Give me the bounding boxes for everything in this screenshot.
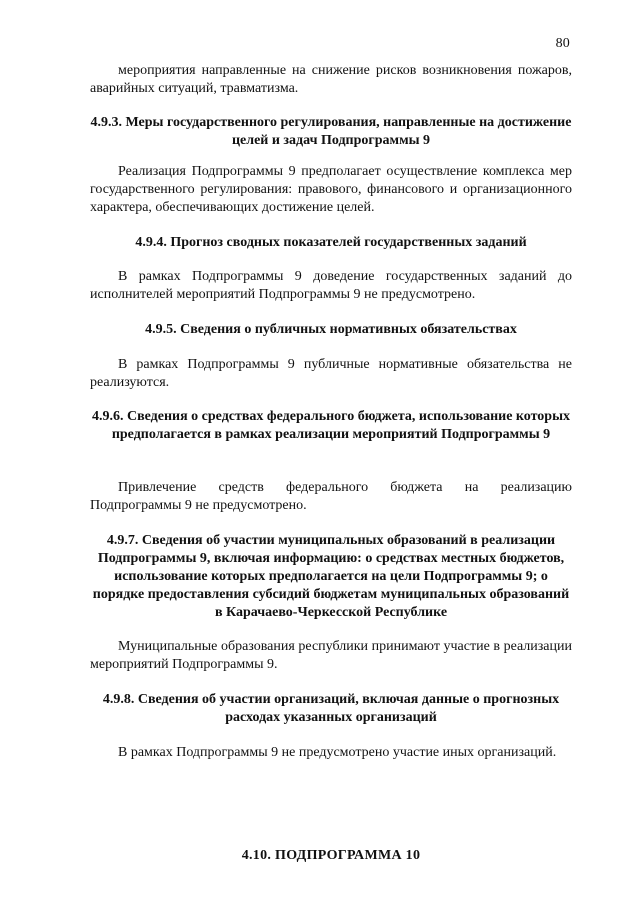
- section-4-9-4: [90, 234, 572, 252]
- page-number: 80: [555, 36, 570, 51]
- section-heading: 4.9.4. Прогноз сводных показателей государственных заданий: [135, 235, 527, 250]
- section-paragraph: В рамках Подпрограммы 9 не предусмотрено участие иных организаций.: [118, 745, 557, 760]
- section-4-9-3: [90, 114, 572, 150]
- section-heading: 4.9.6. Сведения о средствах федерального бюджета, использование которых предполагается в рамках реализации мероприятий Подпрограммы 9: [91, 409, 571, 442]
- section-4-9-6: [90, 408, 572, 444]
- section-paragraph: Муниципальные образования республики принимают участие в реализации мероприятий Подпрограммы 9.: [90, 639, 572, 672]
- section-4-9-7: [90, 532, 572, 622]
- section-paragraph: В рамках Подпрограммы 9 доведение государственных заданий до исполнителей мероприятий Подпрограммы 9 не предусмотрено.: [90, 269, 572, 302]
- section-paragraph: Привлечение средств федерального бюджета на реализацию Подпрограммы 9 не предусмотрено.: [90, 480, 572, 513]
- section-4-9-8-body: [90, 744, 572, 762]
- section-4-9-5: [90, 321, 572, 339]
- section-4-9-5-body: [90, 356, 572, 392]
- section-4-9-3-body: [90, 163, 572, 217]
- section-paragraph: В рамках Подпрограммы 9 публичные нормативные обязательства не реализуются.: [90, 357, 572, 390]
- intro-block: [90, 62, 572, 98]
- section-heading: 4.9.8. Сведения об участии организаций, включая данные о прогнозных расходах указанных организаций: [102, 692, 560, 725]
- section-4-9-6-body: [90, 479, 572, 515]
- section-4-9-7-body: [90, 638, 572, 674]
- section-heading: 4.9.7. Сведения об участии муниципальных образований в реализации Подпрограммы 9, включая информацию: о средствах местных бюджетов, использование которых предполагается на цели Подпрограммы 9; о порядке предоставления субсидий бюджетам муниципальных образований в Карачаево-Черкесской Республике: [92, 533, 570, 620]
- section-heading: 4.9.3. Меры государственного регулирования, направленные на достижение целей и задач Подпрограммы 9: [90, 115, 572, 148]
- intro-paragraph: мероприятия направленные на снижение рисков возникновения пожаров, аварийных ситуаций, травматизма.: [90, 63, 572, 96]
- section-4-9-4-body: [90, 268, 572, 304]
- subprogram-10-heading: 4.10. ПОДПРОГРАММА 10: [241, 848, 421, 863]
- section-heading: 4.9.5. Сведения о публичных нормативных обязательствах: [145, 322, 517, 337]
- section-paragraph: Реализация Подпрограммы 9 предполагает осуществление комплекса мер государственного регулирования: правового, финансового и организационного характера, обеспечивающих достижение целей.: [90, 164, 572, 215]
- section-4-9-8: [90, 691, 572, 727]
